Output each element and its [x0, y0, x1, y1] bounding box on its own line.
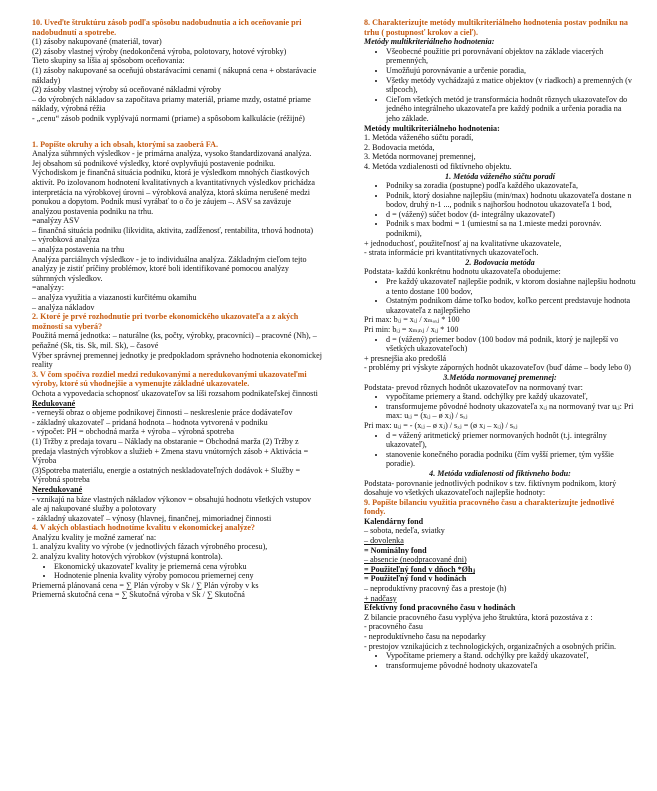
- text-line: Analýza parciálnych výsledkov - je to individuálna analýza. Základným cieľom tejto analýzy je zistiť príčiny problémov, ktoré boli identifikované pomocou analýzy súhrnných výsledkov.: [32, 254, 307, 283]
- text-line: = Použiteľný fond v dňoch *Øhⱼ: [364, 564, 476, 574]
- bullet-item: • Podnik s max bodmi = 1 (umiestní sa na 1.mieste medzi porovnáv. podnikmi),: [386, 219, 636, 238]
- right-column: [364, 18, 636, 670]
- text-line: (2) zásoby vlastnej výroby (nedokončená výroba, polotovary, hotové výrobky): [32, 46, 287, 56]
- section-heading: 8. Charakterizujte metódy multikriteriálneho hodnotenia postav podniku na trhu ( postupnosť krokov a cieľ).: [364, 18, 628, 37]
- text-line: Pri min: bᵢⱼ = xₘᵢₙⱼ / xᵢⱼ * 100: [364, 325, 459, 334]
- text-line: Pri max: bᵢⱼ = xᵢⱼ / xₘₐₓⱼ * 100: [364, 315, 460, 325]
- spacer: [32, 124, 322, 140]
- subheading: 3.Metóda normovanej premennej:: [443, 372, 557, 382]
- text-line: (3)Spotreba materiálu, energie a ostatných neskladovateľných dodávok + Služby = Výrobná spotreba: [32, 465, 301, 485]
- bullet-item: • transformujeme pôvodné hodnoty ukazovateľa: [386, 661, 636, 671]
- text-line: - základný ukazovateľ – pridaná hodnota – hodnota vytvorená v podniku: [32, 417, 268, 427]
- text-line: 1. Metóda váženého súčtu poradí,: [364, 133, 474, 143]
- bullet-item: • vypočítame priemery a štand. odchýlky pre každý ukazovateľ,: [386, 392, 636, 402]
- subheading: 2. Bodovacia metóda: [465, 257, 535, 267]
- text-line: – sobota, nedeľa, sviatky: [364, 526, 445, 536]
- text-line: 2. Bodovacia metóda,: [364, 142, 435, 152]
- bullet-list: [364, 392, 636, 421]
- text-line: - výpočet: PH = obchodná marža + výroba – výrobná spotreba: [32, 427, 234, 437]
- text-line: - verneyší obraz o objeme podnikovej činnosti – neskreslenie práce dodávateľov: [32, 408, 293, 418]
- text-line: Pri max: uᵢⱼ = - (xᵢⱼ – ø xⱼ) / sₓⱼ = (ø xⱼ – xᵢⱼ) / sₓⱼ: [364, 420, 518, 430]
- text-line: – analýza využitia a viazanosti kurčitému okamihu: [32, 293, 197, 303]
- bullet-item: • d = (vážený) priemer bodov (100 bodov má podnik, ktorý je najlepší vo všetkých ukazovateľoch): [386, 335, 636, 354]
- bullet-list: [32, 562, 322, 581]
- section-heading: 2. Ktoré je prvé rozhodnutie pri tvorbe ekonomického ukazovateľa a z akých možností sa vyberá?: [32, 312, 299, 331]
- section-heading: 4. V akých oblastiach hodnotíme kvalitu v ekonomickej analýze?: [32, 523, 255, 533]
- text-line: – finančná situácia podniku (likvidita, aktivita, zadĺženosť, rentabilita, trhová hodnota): [32, 225, 314, 235]
- text-line: Analýza súhrnných výsledkov - je primárna analýza, vysoko štandardizovaná analýza. Jej obsahom sú podnikové výsledky, ktoré ovplyvňujú postavenie podniku. Východiskom je finančná situácia podniku, ktorá je výsledkom mnohých čiastkových aktivít. Po izolovanom hodnotení kvalitatívnych a kvantitatívnych výsledkov prichádza interpretácia na výrobkovej úrovni – výrobková analýza, ktorá skúma nerušené medzi ponukou a dopytom. Podnik musí vyrábať to o čo je záujem –. ASV sa zaväzuje analýzou postavenia podniku na trhu.: [32, 149, 315, 216]
- text-line: Priemerná skutočná cena = ∑ Skutočná výroba v Sk / ∑ Skutočná: [32, 590, 245, 600]
- text-line: Efektívny fond pracovného času v hodinách: [364, 603, 516, 613]
- text-line: (2) zásoby vlastnej výroby sú oceňované nákladmi výroby: [32, 85, 222, 95]
- text-line: 2. analýzu kvality hotových výrobkov (výstupná kontrola).: [32, 552, 223, 562]
- text-line: Použitá merná jednotka: – naturálne (ks, počty, výrobky, pracovníci) – pracovné (Nh), – peňažné (Sk, tis. Sk, mil. Sk), – časové: [32, 331, 317, 350]
- text-line: - neproduktívneho času na nepodarky: [364, 632, 486, 641]
- bullet-list: [364, 47, 636, 124]
- text-line: Ochota a vypovedacia schopnosť ukazovateľov sa líši rozsahom podnikateľskej činnosti: [32, 388, 318, 398]
- bullet-item: • Podniky sa zoradia (postupne) podľa každého ukazovateľa,: [386, 181, 636, 191]
- text-line: Metódy multikriteriálneho hodnotenia:: [364, 37, 495, 47]
- text-line: Priemerná plánovaná cena = ∑ Plán výroby v Sk / ∑ Plán výroby v ks: [32, 580, 259, 590]
- bullet-item: • stanovenie konečného poradia podniku (čím vyšší priemer, tým vyššie poradie).: [386, 450, 636, 469]
- text-line: - pracovného času: [364, 622, 423, 632]
- text-line: =analýzy:: [32, 283, 64, 293]
- bullet-list: [364, 651, 636, 670]
- bullet-item: • Pre každý ukazovateľ najlepšie podnik, v ktorom dosiahne najlepšiu hodnotu a tento dostane 100 bodov,: [386, 277, 636, 296]
- text-line: Podstata- prevod rôznych hodnôt ukazovateľov na normovaný tvar:: [364, 382, 583, 392]
- text-line: – absencie (neodpracované dni): [364, 555, 467, 565]
- bullet-item: • Cieľom všetkých metód je transformácia hodnôt rôznych ukazovateľov do jedného integrálneho ukazovateľa pre každý podnik a určenia poradia na jeho základe.: [386, 95, 636, 124]
- section-heading: 10. Uveďte štruktúru zásob podľa spôsobu nadobudnutia a ich oceňovanie pri nadobudnutí a spotrebe.: [32, 18, 302, 37]
- section-heading: 9. Popíšte bilanciu využitia pracovného času a charakterizujte jednotlivé fondy.: [364, 497, 615, 517]
- section-heading: 3. V čom spočíva rozdiel medzi redukovanými a neredukovanými ukazovateľmi výroby, ktoré sú vhodnejšie a vymenujte základné ukazovatele.: [32, 369, 307, 389]
- section-heading: 1. Popíšte okruhy a ich obsah, ktorými sa zaoberá FA.: [32, 139, 219, 149]
- text-line: = Nominálny fond: [364, 545, 427, 555]
- text-line: – výrobková analýza: [32, 235, 100, 245]
- subheading: 1. Metóda váženého súčtu poradí: [445, 171, 555, 181]
- bullet-item: • d = vážený aritmetický priemer normovaných hodnôt (t.j. integrálny ukazovateľ),: [386, 431, 636, 450]
- text-line: = Použiteľný fond v hodinách: [364, 574, 467, 584]
- text-line: Redukované: [32, 398, 76, 408]
- bullet-list: [364, 431, 636, 469]
- bullet-item: • Podnik, ktorý dosiahne najlepšiu (min/max) hodnotu ukazovateľa dostane n bodov, druhý n-1 ..., podnik s najhoršou hodnotou ukazovateľa 1 bod,: [386, 191, 636, 210]
- text-line: Analýzu kvality je možné zamerať na:: [32, 532, 157, 542]
- text-line: + nadčasy: [364, 593, 397, 603]
- bullet-list: [364, 277, 636, 315]
- text-line: 3. Metóda normovanej premennej,: [364, 152, 476, 162]
- text-line: - vznikajú na báze vlastných nákladov výkonov = obsahujú hodnotu všetkých vstupov ale aj nakupované služby a polotovary: [32, 494, 312, 514]
- text-line: Výber správnej premennej jednotky je predpokladom správneho hodnotenia ekonomickej reality: [32, 350, 322, 370]
- text-line: Tieto skupiny sa líšia aj spôsobom oceňovania:: [32, 56, 185, 66]
- text-line: - „cenu“ zásob podnik vyplývajú normami (priame) a spôsobom kalkulácie (réžijné): [32, 113, 305, 123]
- text-line: 4. Metóda vzdialenosti od fiktívneho objektu.: [364, 161, 512, 171]
- text-line: - problémy pri výskyte záporných hodnôt ukazovateľov (buď dáme – body lebo 0): [364, 363, 632, 373]
- text-line: - základný ukazovateľ – výnosy (hlavnej, finančnej, mimoriadnej činnosti: [32, 513, 272, 523]
- bullet-item: • Hodnotenie plnenia kvality výroby pomocou priemernej ceny: [54, 571, 322, 581]
- left-column: [32, 18, 322, 600]
- bullet-item: • Ostatným podnikom dáme toľko bodov, koľko percent predstavuje hodnota ukazovateľa z najlepšieho: [386, 296, 636, 315]
- text-line: - strata informácie pri kvantitatívnych ukazovateľoch.: [364, 248, 539, 258]
- text-line: Podstata- každú konkrétnu hodnotu ukazovateľa obodujeme:: [364, 267, 561, 277]
- text-line: – neproduktívny pracovný čas a prestoje (h): [364, 584, 507, 594]
- text-line: 1. analýzu kvality vo výrobe (v jednotlivých fázach výrobného procesu),: [32, 542, 268, 552]
- text-line: (1) Tržby z predaja tovaru – Náklady na obstaranie = Obchodná marža (2) Tržby z predaja vlastných výrobkov a služieb + Zmena stavu vnútorných zásob + Aktivácia = Výroba: [32, 436, 309, 466]
- text-line: Metódy multikriteriálneho hodnotenia:: [364, 123, 500, 133]
- text-line: Podstata- porovnanie jednotlivých podnikov s tzv. fiktívnym podnikom, ktorý dosahuje vo všetkých ukazovateľoch najlepšie hodnoty:: [364, 478, 617, 498]
- text-line: + jednoduchosť, použiteľnosť aj na kvalitatívne ukazovatele,: [364, 238, 562, 248]
- bullet-item: • d = (vážený) súčet bodov (d- integrálny ukazovateľ): [386, 210, 636, 220]
- text-line: (1) zásoby nakupované (materiál, tovar): [32, 37, 162, 47]
- text-line: Kalendárny fond: [364, 516, 424, 526]
- text-line: Z bilancie pracovného času vyplýva jeho štruktúra, ktorá pozostáva z :: [364, 612, 593, 622]
- text-line: – analýza postavenia na trhu: [32, 245, 125, 255]
- text-line: – analýza nákladov: [32, 302, 95, 312]
- bullet-item: • Všeobecné použitie pri porovnávaní objektov na základe viacerých premenných,: [386, 47, 636, 66]
- bullet-item: • Všetky metódy vychádzajú z matice objektov (v riadkoch) a premenných (v stĺpcoch),: [386, 76, 636, 95]
- text-line: - prestojov vznikajúcich z technologických, organizačných a osobných príčin.: [364, 641, 617, 651]
- bullet-item: • Ekonomický ukazovateľ kvality je priemerná cena výrobku: [54, 562, 322, 572]
- bullet-item: • Umožňujú porovnávanie a určenie poradia,: [386, 66, 636, 76]
- bullet-item: • transformujeme pôvodné hodnoty ukazovateľa xᵢⱼ na normovaný tvar uᵢⱼ: Pri max: uᵢⱼ = (xᵢⱼ – ø xⱼ) / sₓⱼ: [386, 402, 636, 421]
- text-line: + presnejšia ako predošlá: [364, 353, 447, 363]
- bullet-item: • Vypočítame priemery a štand. odchýlky pre každý ukazovateľ,: [386, 651, 636, 661]
- text-line: Neredukované: [32, 484, 83, 494]
- text-line: – dovolenka: [364, 536, 404, 546]
- bullet-list: [364, 181, 636, 239]
- bullet-list: [364, 335, 636, 354]
- text-line: =analýzy ASV: [32, 216, 80, 226]
- subheading: 4. Metóda vzdialenosti od fiktívneho bodu:: [429, 468, 571, 478]
- text-line: (1) zásoby nakupované sa oceňujú obstarávacími cenami ( nákupná cena + obstarávacie náklady): [32, 65, 317, 85]
- text-line: – do výrobných nákladov sa započítava priamy materiál, priame mzdy, ostatné priame náklady, výrobná réžia: [32, 94, 311, 114]
